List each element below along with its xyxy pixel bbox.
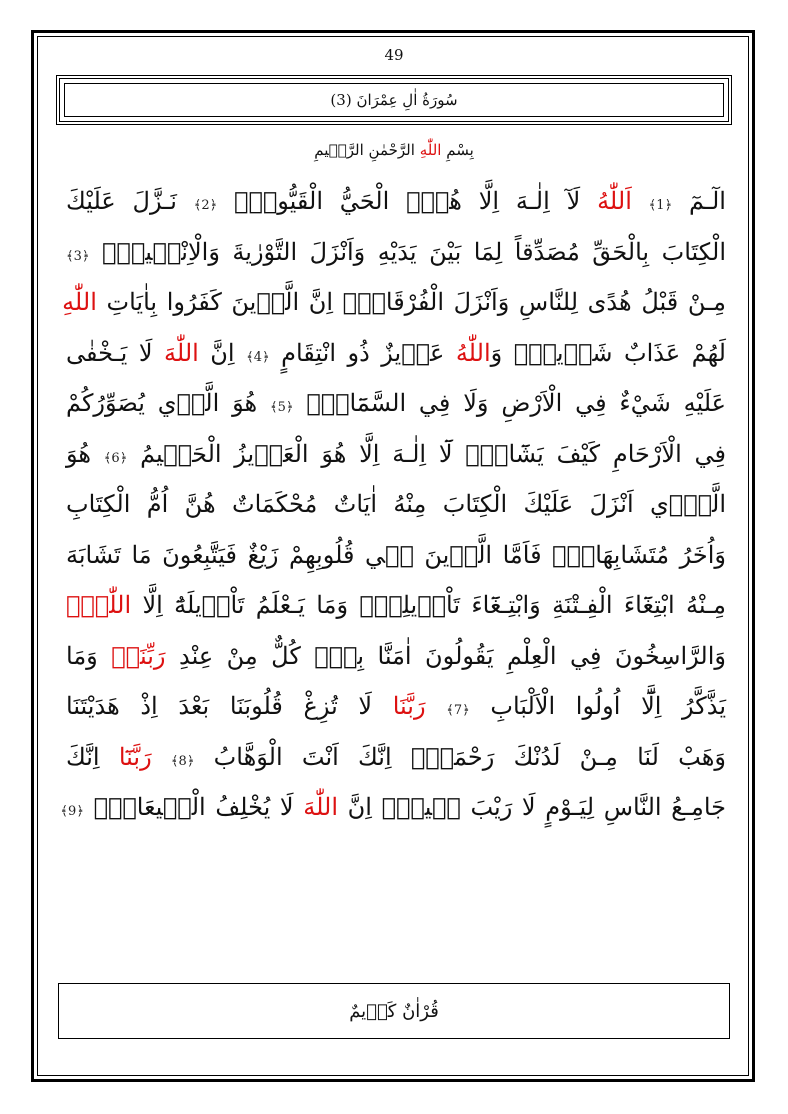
verse-text: مِـنْ قَبْلُ هُدًى لِلنَّاسِ وَاَنْزَلَ الْفُرْقَانَۜ اِنَّ الَّذ۪ينَ كَفَرُوا بِاٰيَاتِ — [96, 288, 726, 316]
verse-text: عَلَيْهِ شَيْءٌ فِي الْاَرْضِ وَلَا فِي السَّمَٓاءِۜ — [293, 389, 726, 417]
divine-name: اللّٰهَ — [303, 793, 339, 821]
verse-number: ﴿7﴾ — [446, 703, 470, 718]
basmala-post: الرَّحْمٰنِ الرَّح۪يمِ — [314, 141, 420, 159]
divine-name: اَللّٰهُ — [597, 187, 632, 215]
verse-text: الٓـمٓ — [672, 187, 726, 215]
verse-line — [66, 681, 726, 732]
verse-number: ﴿5﴾ — [269, 400, 294, 415]
footer-text: قُرْاٰنٌ كَر۪يمٌ — [349, 1000, 439, 1022]
divine-name: اللّٰهِ — [62, 288, 97, 316]
divine-name: اللّٰهُۢ — [66, 591, 132, 619]
verse-text: فِي الْاَرْحَامِ كَيْفَ يَشَٓاءُۜ لَٓا اِلٰـهَ اِلَّا هُوَ الْعَز۪يزُ الْحَك۪يمُ — [127, 439, 727, 468]
verse-line — [66, 732, 726, 783]
verse-text-block — [60, 176, 727, 833]
verse-text: لَآ اِلٰـهَ اِلَّا هُوَۚ الْحَيُّ الْقَيُّومُۜ — [217, 187, 598, 215]
verse-text: جَامِـعُ النَّاسِ لِيَـوْمٍ لَا رَيْبَ ف۪يهِۜ اِنَّ — [338, 793, 726, 821]
verse-number: ﴿1﴾ — [648, 198, 673, 213]
verse-text: عَز۪يزٌ ذُو انْتِقَامٍ — [269, 338, 456, 367]
verse-text: مِـنْهُ ابْتِغَٓاءَ الْفِـتْنَةِ وَابْتِـغَٓاءَ تَاْو۪يلِه۪ۚ وَمَا يَـعْلَمُ تَاْو۪يلَهُٓ اِلَّا — [131, 591, 726, 619]
verse-number: ﴿8﴾ — [170, 753, 195, 769]
verse-number: ﴿3﴾ — [66, 248, 90, 264]
verse-text: نَـزَّلَ عَلَيْكَ — [66, 187, 194, 215]
verse-line — [66, 328, 726, 379]
verse-line — [66, 176, 726, 227]
divine-name: رَبِّنَاۚ — [111, 641, 166, 670]
surah-title-box — [56, 75, 732, 125]
verse-number: ﴿6﴾ — [103, 450, 128, 466]
surah-title: سُورَةُ اٰلِ عِمْرَانَ (3) — [330, 91, 458, 109]
verse-text: هُوَ الَّذ۪ي يُصَوِّرُكُمْ — [66, 389, 270, 417]
divine-name: رَبَّنَٓا — [118, 742, 152, 771]
verse-text: الَّذ۪ٓي اَنْزَلَ عَلَيْكَ الْكِتَابَ مِنْهُ اٰيَاتٌ مُحْكَمَاتٌ هُنَّ اُمُّ الْكِتَابِ — [66, 490, 726, 518]
verse-line — [66, 631, 726, 682]
footer-box — [58, 983, 730, 1039]
verse-number: ﴿4﴾ — [246, 349, 270, 365]
verse-text: يَذَّكَّرُ اِلَّٓا اُولُوا الْاَلْبَابِ — [469, 692, 726, 720]
verse-line — [66, 479, 726, 530]
verse-text: وَاُخَرُ مُتَشَابِهَاتٌۜ فَاَمَّا الَّذ۪ينَ ف۪ي قُلُوبِهِمْ زَيْغٌ فَيَتَّبِعُونَ مَا تَشَابَهَ — [66, 540, 726, 569]
verse-text: اِنَّ — [198, 338, 247, 367]
verse-number: ﴿2﴾ — [193, 198, 218, 213]
verse-text — [632, 187, 649, 215]
verse-number: ﴿9﴾ — [60, 804, 84, 819]
divine-name: رَبَّنَا — [392, 692, 426, 720]
verse-text: وَالرَّاسِخُونَ فِي الْعِلْمِ يَقُولُونَ اٰمَنَّا بِه۪ۙ كُلٌّ مِنْ عِنْدِ — [165, 641, 726, 670]
verse-text: لَا يُخْلِفُ الْم۪يعَادَ۟ — [83, 793, 304, 821]
divine-name: اللّٰهَ — [164, 338, 199, 367]
divine-name: اللّٰهُ — [455, 338, 491, 367]
verse-line — [66, 429, 726, 480]
verse-line — [62, 277, 726, 328]
verse-text: وَمَا — [66, 641, 112, 670]
verse-line — [66, 227, 726, 278]
verse-line — [66, 580, 726, 631]
verse-text: الْكِتَابَ بِالْحَقِّ مُصَدِّقاً لِمَا بَيْنَ يَدَيْهِ وَاَنْزَلَ التَّوْرٰيةَ وَالْاِنْج۪يلَۙ — [89, 237, 726, 266]
basmala — [0, 141, 788, 159]
verse-line — [66, 530, 726, 581]
basmala-pre: بِسْمِ — [441, 141, 474, 159]
verse-line — [66, 378, 726, 429]
verse-text: هُوَ — [66, 439, 104, 468]
verse-text: لَهُمْ عَذَابٌ شَد۪يدٌۜ وَ — [490, 338, 726, 367]
verse-line — [60, 782, 726, 833]
verse-text: اِنَّكَ — [66, 742, 119, 771]
page-number: 49 — [384, 46, 404, 64]
verse-text: لَا تُزِغْ قُلُوبَنَا بَعْدَ اِذْ هَدَيْتَنَا — [66, 692, 393, 720]
basmala-allah: اللّٰهِ — [419, 141, 442, 159]
verse-text: لَا يَـخْفٰى — [66, 338, 165, 367]
verse-text — [426, 692, 447, 720]
verse-text — [152, 743, 171, 771]
verse-text: وَهَبْ لَنَا مِـنْ لَدُنْكَ رَحْمَةًۚ اِنَّكَ اَنْتَ الْوَهَّابُ — [194, 742, 726, 771]
